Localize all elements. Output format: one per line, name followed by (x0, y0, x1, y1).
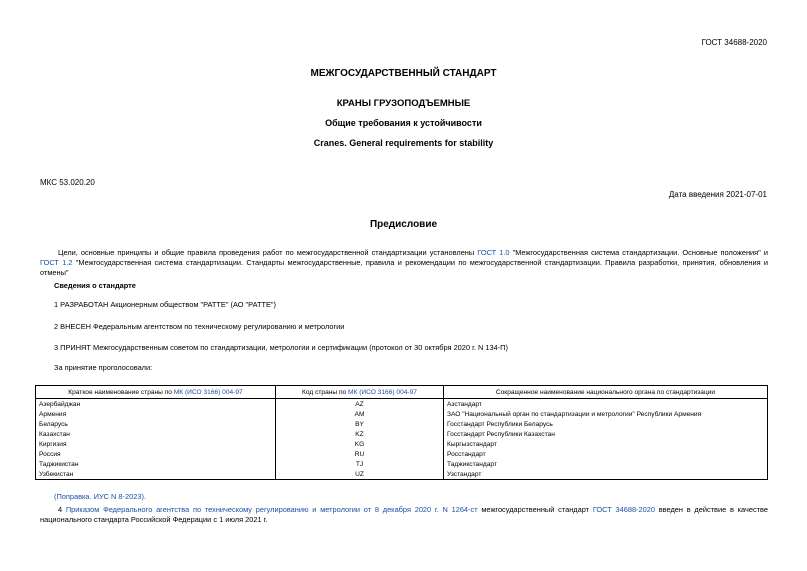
voted-label: За принятие проголосовали: (54, 363, 153, 372)
country-cell: Армения (36, 409, 276, 419)
table-row (36, 449, 768, 459)
order-text-c: введен в действие в качестве национального стандарта Российской Федерации с 1 июля 2021 г. (40, 505, 768, 524)
standard-subtitle: Общие требования к устойчивости (325, 118, 482, 128)
order-paragraph (40, 505, 768, 525)
table-row (36, 409, 768, 419)
item-submitted: 2 ВНЕСЕН Федеральным агентством по техническому регулированию и метрологии (54, 322, 345, 331)
body-cell: Госстандарт Республики Казахстан (444, 429, 768, 439)
body-cell: Кыргызстандарт (444, 439, 768, 449)
gost-1-0-link[interactable]: ГОСТ 1.0 (477, 248, 510, 257)
table-row (36, 439, 768, 449)
foreword-heading: Предисловие (369, 219, 438, 230)
item-developed: 1 РАЗРАБОТАН Акционерным обществом "РАТТЕ" (АО "РАТТЕ") (54, 300, 276, 309)
country-cell: Узбекистан (36, 469, 276, 480)
order-number: 4 (58, 505, 66, 514)
document-code: ГОСТ 34688-2020 (701, 38, 767, 47)
code-cell: AZ (276, 399, 444, 410)
country-cell: Беларусь (36, 419, 276, 429)
country-cell: Таджикистан (36, 459, 276, 469)
code-cell: KZ (276, 429, 444, 439)
table-row (36, 429, 768, 439)
body-cell: Азстандарт (444, 399, 768, 410)
mk-iso-link[interactable]: МК (ИСО 3166) 004-97 (173, 388, 243, 396)
foreword-text-a: Цели, основные принципы и общие правила проведения работ по межгосударственной стандартизации установлены (58, 248, 478, 257)
table-header-row (36, 386, 768, 399)
standard-name-title: КРАНЫ ГРУЗОПОДЪЕМНЫЕ (336, 98, 471, 109)
table-row (36, 419, 768, 429)
header-body: Сокращенное наименование национального органа по стандартизации (444, 386, 768, 399)
order-link[interactable]: Приказом Федерального агентства по техническому регулированию и метрологии от 8 декабря 2020 г. N 1264-ст (65, 505, 478, 514)
mks-code: МКС 53.020.20 (40, 178, 95, 187)
code-cell: KG (276, 439, 444, 449)
standard-english-title: Cranes. General requirements for stability (313, 138, 494, 148)
table-row (36, 469, 768, 480)
header-code: Код страны по МК (ИСО 3166) 004-97 (276, 386, 444, 399)
introduction-date: Дата введения 2021-07-01 (668, 190, 767, 199)
amendment-note[interactable] (54, 492, 146, 501)
body-cell: Госстандарт Республики Беларусь (444, 419, 768, 429)
code-cell: RU (276, 449, 444, 459)
gost-1-2-link[interactable]: ГОСТ 1.2 (40, 258, 73, 267)
info-heading: Сведения о стандарте (54, 281, 136, 290)
order-text-b: межгосударственный стандарт (477, 505, 593, 514)
mk-iso-link[interactable]: МК (ИСО 3166) 004-97 (348, 388, 417, 396)
code-cell: BY (276, 419, 444, 429)
body-cell: Узстандарт (444, 469, 768, 480)
item-adopted: 3 ПРИНЯТ Межгосударственным советом по стандартизации, метрологии и сертификации (протокол от 30 октября 2020 г. N 134-П) (54, 343, 508, 352)
standard-type-title: МЕЖГОСУДАРСТВЕННЫЙ СТАНДАРТ (310, 68, 497, 79)
gost-34688-link[interactable]: ГОСТ 34688-2020 (592, 505, 655, 514)
table-row (36, 399, 768, 410)
country-cell: Киргизия (36, 439, 276, 449)
foreword-text-c: "Межгосударственная система стандартизации. Стандарты межгосударственные, правила и рекомендации по межгосударственной стандартизации. Правила разработки, принятия, обновления и отмены" (40, 258, 768, 277)
foreword-text-b: "Межгосударственная система стандартизации. Основные положения" и (509, 248, 768, 257)
body-cell: ЗАО "Национальный орган по стандартизации и метрологии" Республики Армения (444, 409, 768, 419)
code-cell: TJ (276, 459, 444, 469)
voting-table (35, 385, 768, 480)
country-cell: Россия (36, 449, 276, 459)
code-cell: UZ (276, 469, 444, 480)
foreword-paragraph (40, 248, 768, 278)
body-cell: Росстандарт (444, 449, 768, 459)
table-row (36, 459, 768, 469)
country-cell: Азербайджан (36, 399, 276, 410)
code-cell: AM (276, 409, 444, 419)
country-cell: Казахстан (36, 429, 276, 439)
header-country: Краткое наименование страны по МК (ИСО 3166) 004-97 (36, 386, 276, 399)
body-cell: Таджикстандарт (444, 459, 768, 469)
amendment-link[interactable]: (Поправка. ИУС N 8-2023). (54, 492, 146, 501)
